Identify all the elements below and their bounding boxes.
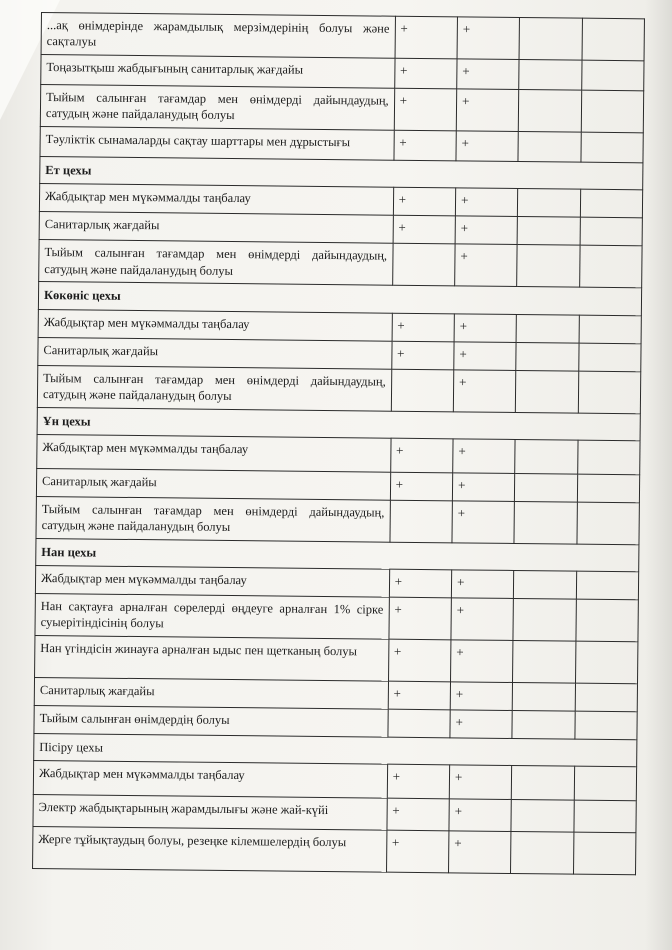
table-row [33,827,636,875]
check-mark-cell [390,500,453,543]
check-mark-cell: + [393,187,456,216]
check-mark-cell: + [392,313,455,342]
empty-cell [581,90,644,133]
criterion-text: Тәуліктік сынамаларды сақтау шарттары мен дұрыстығы [40,126,394,160]
empty-cell [519,18,582,61]
table-row [40,85,643,133]
empty-cell [578,343,641,372]
criterion-text: Жабдықтар мен мүкәммалды таңбалау [38,309,392,341]
empty-cell [575,641,638,684]
empty-cell [514,501,577,544]
table-row [41,13,644,61]
empty-cell [511,832,574,875]
empty-cell [573,832,636,875]
criterion-text: Нан үгіндісін жинауға арналған ыдыс пен щетканың болуы [35,635,389,681]
criterion-text: Тыйым салынған тағамдар мен өнімдерді дайындаудың, сатудың және пайдаланудың болуы [40,85,394,131]
empty-cell [575,711,638,740]
section-title: Нан цехы [36,538,639,572]
empty-cell [514,570,577,599]
check-mark-cell: + [450,640,513,683]
empty-cell [578,371,641,414]
table-row [39,240,642,288]
table-row [37,365,640,413]
criterion-text: Жабдықтар мен мүкәммалды таңбалау [33,761,387,799]
empty-cell [577,502,640,545]
check-mark-cell: + [391,341,454,370]
check-mark-cell: + [387,798,450,831]
empty-cell [580,189,643,218]
check-mark-cell: + [389,597,452,640]
criterion-text: Тыйым салынған тағамдар мен өнімдерді дайындаудың, сатудың және пайдаланудың болуы [36,496,390,542]
check-mark-cell [392,243,455,286]
empty-cell [519,60,582,91]
empty-cell [516,314,579,343]
criterion-text: Тоңазытқыш жабдығының санитарлық жағдайы [41,55,395,89]
empty-cell [517,217,580,246]
empty-cell [518,189,581,218]
check-mark-cell [388,709,451,738]
criterion-text: Жабдықтар мен мүкәммалды таңбалау [39,184,393,216]
check-mark-cell: + [387,764,450,799]
empty-cell [580,217,643,246]
check-mark-cell: + [453,439,516,474]
empty-cell [581,132,644,163]
empty-cell [519,90,582,133]
section-title: Көкөніс цехы [38,282,641,316]
check-mark-cell: + [455,244,518,287]
check-mark-cell: + [395,16,458,59]
empty-cell [515,439,578,474]
inspection-checklist-table [32,12,645,876]
empty-cell [513,640,576,683]
empty-cell [512,710,575,739]
check-mark-cell: + [456,131,519,162]
section-title: Ет цехы [40,156,643,190]
empty-cell [517,245,580,288]
empty-cell [574,800,637,833]
empty-cell [513,682,576,711]
empty-cell [518,132,581,163]
section-title: Ұн цехы [37,407,640,441]
checklist-body [33,13,645,876]
criterion-text: Санитарлық жағдайы [34,677,388,709]
criterion-text: Тыйым салынған өнімдердің болуы [34,705,388,737]
check-mark-cell: + [451,598,514,641]
criterion-text: Тыйым салынған тағамдар мен өнімдерді дайындаудың, сатудың және пайдаланудың болуы [37,365,391,411]
empty-cell [516,370,579,413]
check-mark-cell: + [454,313,517,342]
table-row [35,593,638,641]
check-mark-cell: + [393,215,456,244]
check-mark-cell: + [448,831,511,874]
check-mark-cell: + [390,472,453,501]
check-mark-cell: + [389,569,452,598]
criterion-text: Санитарлық жағдайы [38,337,392,369]
section-title: Пісіру цехы [34,733,637,767]
table-row [35,635,638,683]
criterion-text: Санитарлық жағдайы [36,468,390,500]
criterion-text: Жабдықтар мен мүкәммалды таңбалау [35,565,389,597]
check-mark-cell: + [394,58,457,89]
check-mark-cell: + [457,17,520,60]
empty-cell [579,245,642,288]
check-mark-cell: + [388,681,451,710]
empty-cell [581,60,644,91]
empty-cell [577,474,640,503]
check-mark-cell: + [452,473,515,502]
check-mark-cell: + [457,59,520,90]
check-mark-cell: + [394,88,457,131]
criterion-text: Жерге тұйықтаудың болуы, резеңке кілемшелердің болуы [33,827,387,873]
check-mark-cell: + [386,830,449,873]
empty-cell [511,800,574,833]
empty-cell [574,766,637,801]
criterion-text: Жабдықтар мен мүкәммалды таңбалау [37,434,391,472]
check-mark-cell [391,369,454,412]
criterion-text: Электр жабдықтарының жарамдылығы және жай-күйі [33,795,387,831]
empty-cell [512,766,575,801]
empty-cell [582,18,645,61]
empty-cell [516,342,579,371]
check-mark-cell: + [450,682,513,711]
check-mark-cell: + [455,188,518,217]
empty-cell [576,571,639,600]
check-mark-cell: + [388,639,451,682]
empty-cell [575,683,638,712]
empty-cell [576,599,639,642]
empty-cell [515,473,578,502]
check-mark-cell: + [454,341,517,370]
check-mark-cell: + [449,765,512,800]
check-mark-cell: + [390,438,453,473]
criterion-text: Санитарлық жағдайы [39,212,393,244]
table-row [36,496,639,544]
check-mark-cell: + [449,799,512,832]
check-mark-cell: + [456,89,519,132]
empty-cell [579,315,642,344]
empty-cell [513,598,576,641]
check-mark-cell: + [455,216,518,245]
empty-cell [577,440,640,475]
criterion-text: Нан сақтауға арналған сөрелерді өңдеуге арналған 1% сірке суыерітіндісінің болуы [35,593,389,639]
criterion-text: Тыйым салынған тағамдар мен өнімдерді дайындаудың, сатудың және пайдаланудың болуы [39,240,393,286]
check-mark-cell: + [451,570,514,599]
check-mark-cell: + [450,710,513,739]
check-mark-cell: + [394,130,457,161]
criterion-text: ...ақ өнімдерінде жарамдылық мерзімдерінің болуы және сақталуы [41,13,395,59]
check-mark-cell: + [453,369,516,412]
check-mark-cell: + [452,501,515,544]
